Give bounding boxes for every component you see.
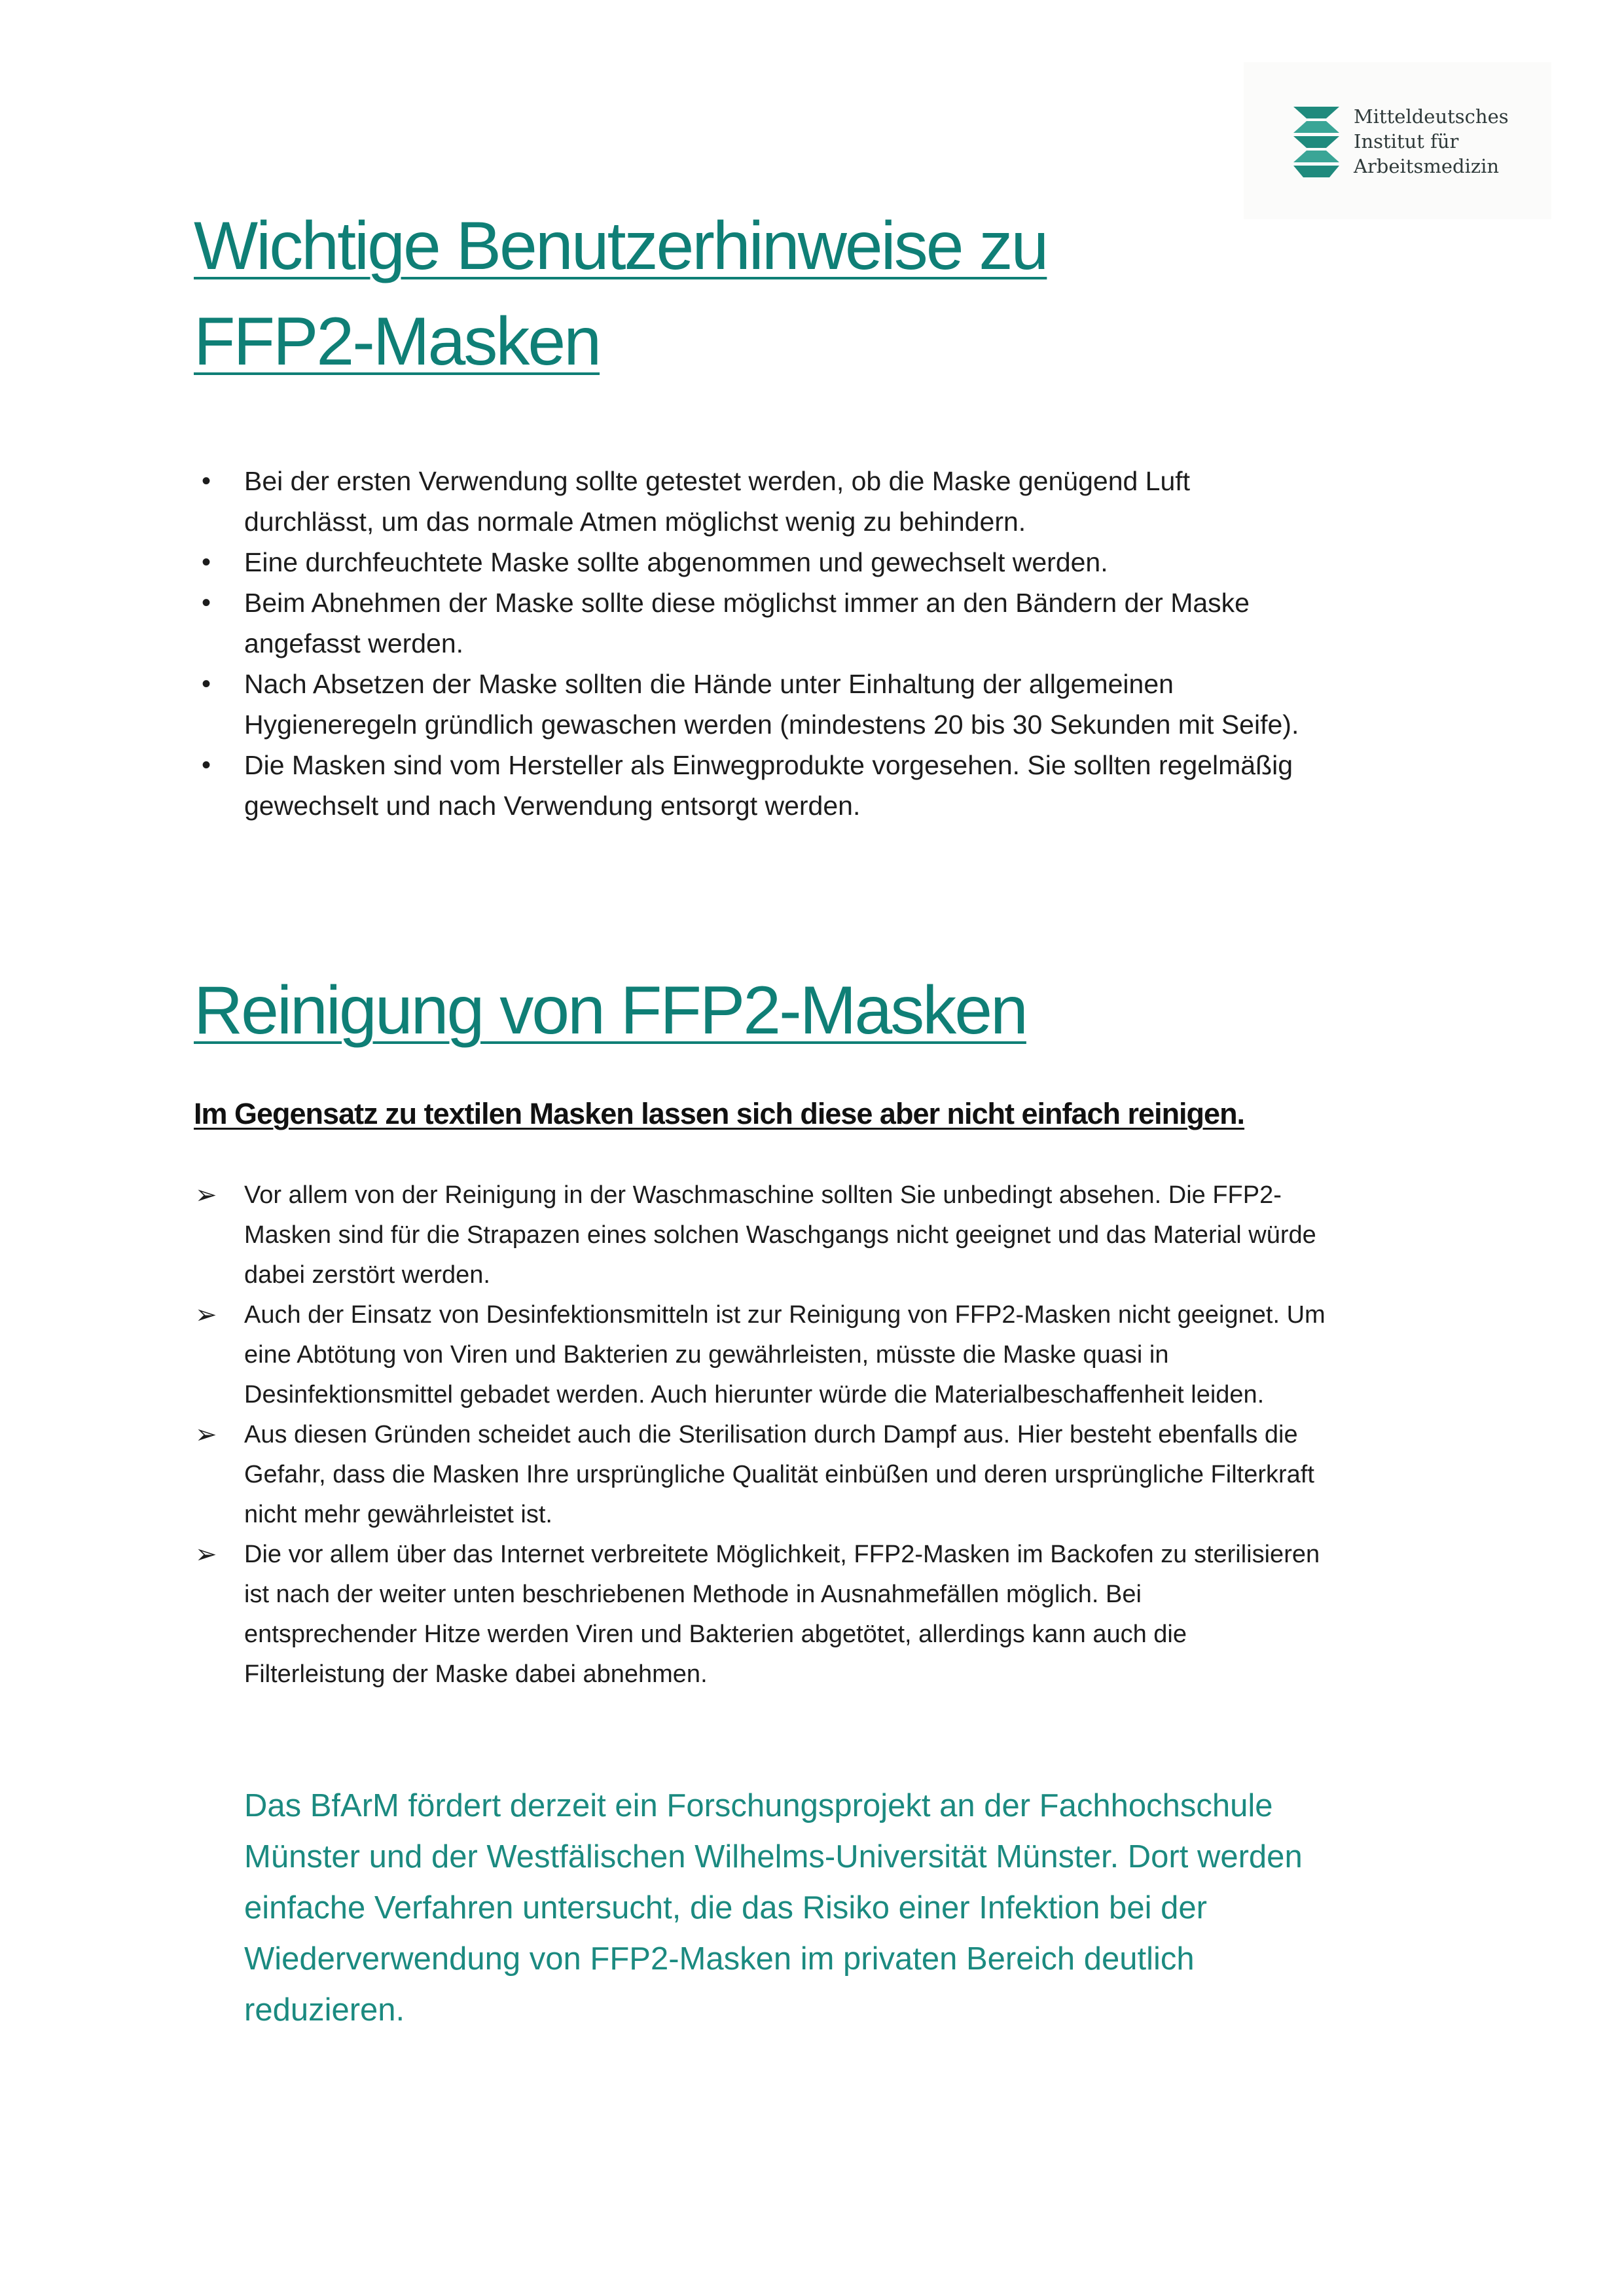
list-item-text: Eine durchfeuchtete Maske sollte abgenommen und gewechselt werden. — [244, 547, 1108, 577]
list-item-text: Die vor allem über das Internet verbreitete Möglichkeit, FFP2-Masken im Backofen zu sterilisieren — [244, 1541, 1320, 1568]
logo-line: Institut für — [1354, 130, 1459, 152]
bullet-icon: • — [202, 670, 211, 698]
list-item-text: ist nach der weiter unten beschriebenen Methode in Ausnahmefällen möglich. Bei — [244, 1581, 1142, 1608]
page-title-line-1: Wichtige Benutzerhinweise zu — [194, 208, 1047, 284]
logo-line: Mitteldeutsches — [1354, 105, 1509, 128]
list-item-text: Nach Absetzen der Maske sollten die Hände unter Einhaltung der allgemeinen — [244, 669, 1174, 699]
list-item-text: Gefahr, dass die Masken Ihre ursprüngliche Qualität einbüßen und deren ursprüngliche Filterkraft — [244, 1461, 1314, 1488]
arrow-bullet-icon: ➢ — [195, 1180, 217, 1210]
list-item — [194, 461, 1464, 542]
usage-notes-list — [194, 461, 1464, 826]
bullet-icon: • — [202, 467, 211, 495]
list-item — [194, 664, 1464, 745]
cleaning-notes-list — [194, 1175, 1464, 1695]
research-note — [244, 1780, 1488, 2036]
list-item — [194, 745, 1464, 826]
section-subheading: Im Gegensatz zu textilen Masken lassen sich diese aber nicht einfach reinigen. — [194, 1097, 1245, 1130]
note-line: reduzieren. — [244, 1992, 405, 2028]
list-item — [194, 1295, 1464, 1415]
logo-text — [1354, 104, 1509, 179]
institute-logo — [1244, 62, 1551, 219]
section-title-cleaning: Reinigung von FFP2-Masken — [194, 973, 1026, 1049]
list-item-text: Desinfektionsmittel gebadet werden. Auch hierunter würde die Materialbeschaffenheit leiden. — [244, 1381, 1265, 1408]
list-item-text: Filterleistung der Maske dabei abnehmen. — [244, 1660, 708, 1688]
list-item — [194, 1535, 1464, 1695]
list-item — [194, 542, 1464, 583]
list-item — [194, 1175, 1464, 1295]
logo-mark-icon — [1293, 107, 1339, 177]
arrow-bullet-icon: ➢ — [195, 1539, 217, 1570]
list-item-text: Aus diesen Gründen scheidet auch die Sterilisation durch Dampf aus. Hier besteht ebenfalls die — [244, 1421, 1298, 1448]
note-line: Das BfArM fördert derzeit ein Forschungsprojekt an der Fachhochschule — [244, 1788, 1273, 1823]
list-item-text: entsprechender Hitze werden Viren und Bakterien abgetötet, allerdings kann auch die — [244, 1621, 1187, 1648]
list-item-text: Hygieneregeln gründlich gewaschen werden (mindestens 20 bis 30 Sekunden mit Seife). — [244, 709, 1299, 740]
list-item-text: angefasst werden. — [244, 628, 464, 658]
list-item-text: Beim Abnehmen der Maske sollte diese möglichst immer an den Bändern der Maske — [244, 588, 1250, 618]
list-item-text: Die Masken sind vom Hersteller als Einwegprodukte vorgesehen. Sie sollten regelmäßig — [244, 750, 1293, 780]
list-item-text: eine Abtötung von Viren und Bakterien zu gewährleisten, müsste die Maske quasi in — [244, 1341, 1169, 1369]
list-item-text: Auch der Einsatz von Desinfektionsmitteln ist zur Reinigung von FFP2-Masken nicht geeignet. Um — [244, 1301, 1326, 1329]
list-item — [194, 583, 1464, 664]
list-item — [194, 1415, 1464, 1535]
list-item-text: nicht mehr gewährleistet ist. — [244, 1501, 552, 1528]
list-item-text: durchlässt, um das normale Atmen möglichst wenig zu behindern. — [244, 507, 1026, 537]
bullet-icon: • — [202, 588, 211, 617]
list-item-text: dabei zerstört werden. — [244, 1261, 490, 1289]
arrow-bullet-icon: ➢ — [195, 1300, 217, 1330]
bullet-icon: • — [202, 548, 211, 577]
bullet-icon: • — [202, 751, 211, 780]
arrow-bullet-icon: ➢ — [195, 1420, 217, 1450]
logo-line: Arbeitsmedizin — [1354, 155, 1500, 177]
note-line: Münster und der Westfälischen Wilhelms-Universität Münster. Dort werden — [244, 1839, 1303, 1874]
page-title-line-2: FFP2-Masken — [194, 304, 600, 380]
note-line: Wiederverwendung von FFP2-Masken im privaten Bereich deutlich — [244, 1941, 1195, 1977]
list-item-text: gewechselt und nach Verwendung entsorgt werden. — [244, 791, 861, 821]
note-line: einfache Verfahren untersucht, die das Risiko einer Infektion bei der — [244, 1890, 1207, 1926]
list-item-text: Bei der ersten Verwendung sollte getestet werden, ob die Maske genügend Luft — [244, 466, 1191, 496]
list-item-text: Vor allem von der Reinigung in der Waschmaschine sollten Sie unbedingt absehen. Die FFP2- — [244, 1181, 1282, 1209]
list-item-text: Masken sind für die Strapazen eines solchen Waschgangs nicht geeignet und das Material würde — [244, 1221, 1316, 1249]
